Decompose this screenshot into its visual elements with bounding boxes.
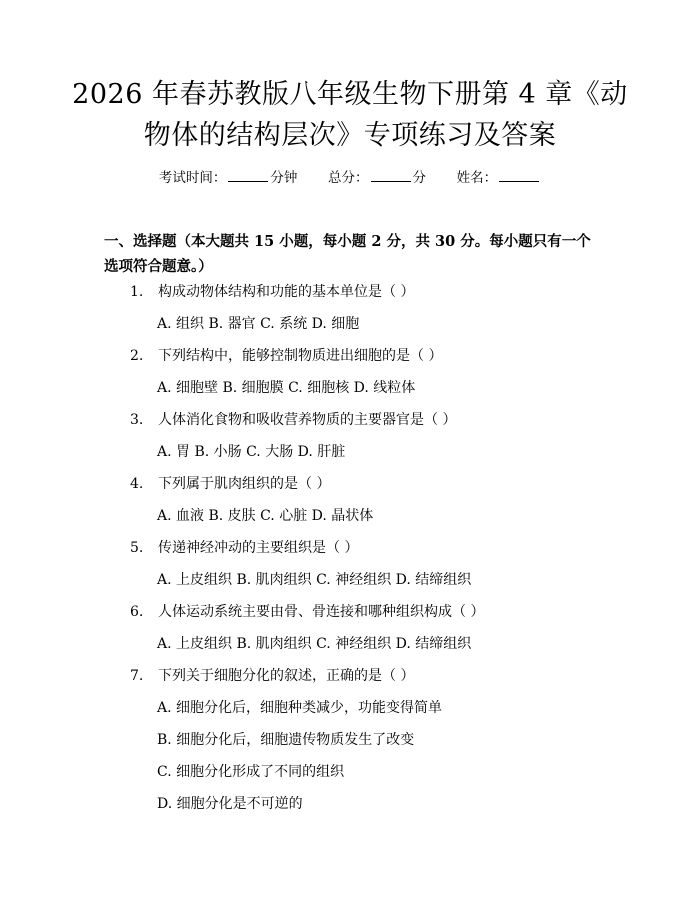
- question-number: 6.: [130, 604, 144, 620]
- question-4: [130, 474, 330, 494]
- time-blank: [228, 168, 268, 182]
- question-text: 下列结构中，能够控制物质进出细胞的是（ ）: [158, 348, 443, 364]
- question-text: 下列关于细胞分化的叙述，正确的是（ ）: [158, 668, 415, 684]
- question-7: [130, 666, 414, 686]
- question-number: 2.: [130, 348, 144, 364]
- score-label: 总分：: [328, 170, 369, 186]
- question-number: 1.: [130, 284, 144, 300]
- question-5: [130, 538, 358, 558]
- question-3: [130, 410, 456, 430]
- question-1: [130, 282, 414, 302]
- name-label: 姓名：: [456, 170, 498, 186]
- question-number: 5.: [130, 540, 144, 556]
- exam-info-line: [0, 168, 700, 188]
- question-number: 7.: [130, 668, 144, 684]
- question-5-options: A. 上皮组织 B. 肌肉组织 C. 神经组织 D. 结缔组织: [157, 572, 472, 588]
- question-number: 4.: [130, 476, 144, 492]
- question-2: [130, 346, 442, 366]
- question-6: [130, 602, 484, 622]
- question-1-options: A. 组织 B. 器官 C. 系统 D. 细胞: [157, 316, 360, 332]
- question-3-options: A. 胃 B. 小肠 C. 大肠 D. 肝脏: [157, 444, 346, 460]
- score-blank: [371, 168, 411, 182]
- section-heading: 一、选择题（本大题共 15 小题，每小题 2 分，共 30 分。每小题只有一个选项符合题意。）: [104, 233, 591, 275]
- time-label: 考试时间：: [158, 170, 227, 186]
- question-7-option-d: D. 细胞分化是不可逆的: [157, 796, 303, 812]
- question-4-options: A. 血液 B. 皮肤 C. 心脏 D. 晶状体: [157, 508, 374, 524]
- question-text: 下列属于肌肉组织的是（ ）: [158, 476, 331, 492]
- name-blank: [499, 168, 539, 182]
- score-unit: 分: [412, 170, 426, 186]
- time-unit: 分钟: [270, 170, 298, 186]
- question-7-option-b: B. 细胞分化后，细胞遗传物质发生了改变: [157, 732, 415, 748]
- question-number: 3.: [130, 412, 144, 428]
- page-title: 2026 年春苏教版八年级生物下册第 4 章《动物体的结构层次》专项练习及答案: [72, 79, 628, 151]
- question-2-options: A. 细胞壁 B. 细胞膜 C. 细胞核 D. 线粒体: [157, 380, 416, 396]
- question-text: 构成动物体结构和功能的基本单位是（ ）: [158, 284, 415, 300]
- question-7-option-a: A. 细胞分化后，细胞种类减少，功能变得简单: [157, 700, 443, 716]
- question-text: 人体运动系统主要由骨、骨连接和哪种组织构成（ ）: [158, 604, 485, 620]
- question-7-option-c: C. 细胞分化形成了不同的组织: [157, 764, 345, 780]
- question-6-options: A. 上皮组织 B. 肌肉组织 C. 神经组织 D. 结缔组织: [157, 636, 472, 652]
- question-text: 传递神经冲动的主要组织是（ ）: [158, 540, 359, 556]
- question-text: 人体消化食物和吸收营养物质的主要器官是（ ）: [158, 412, 457, 428]
